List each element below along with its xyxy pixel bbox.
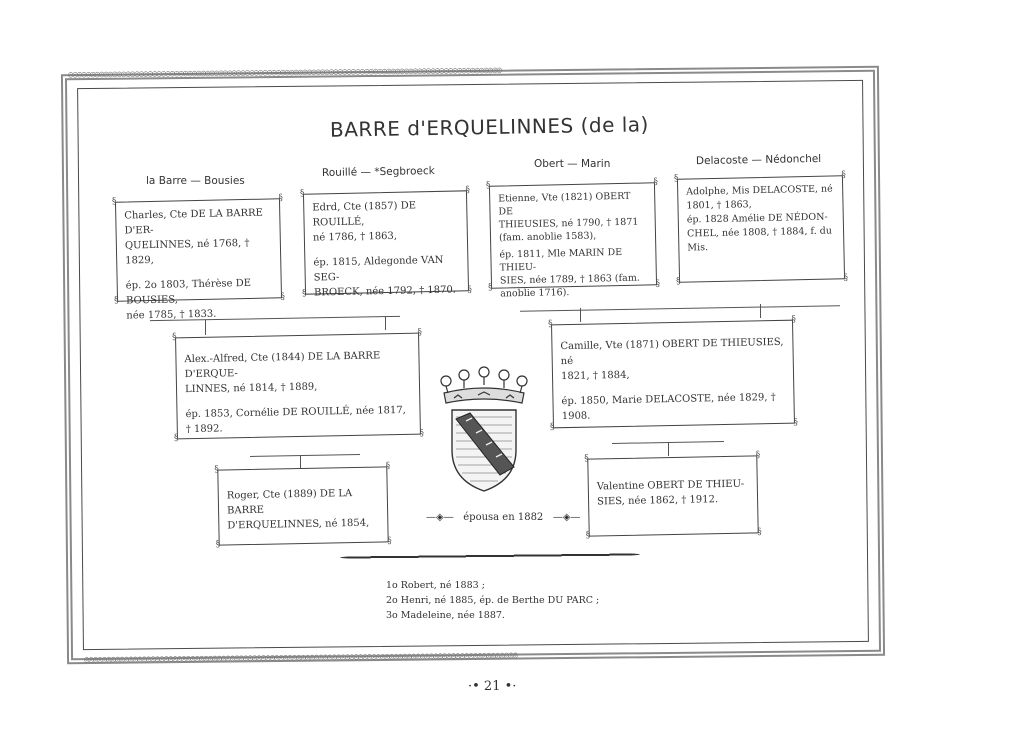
corner-ornament: § <box>385 461 391 472</box>
corner-ornament: § <box>653 177 659 188</box>
corner-ornament: § <box>173 433 179 444</box>
corner-ornament: § <box>215 539 221 550</box>
connector-left-drop <box>205 320 206 335</box>
person-box-roger <box>214 461 392 550</box>
corner-ornament: § <box>419 428 425 439</box>
text-line: (fam. anoblie 1583), <box>498 230 597 244</box>
corner-ornament: § <box>467 285 473 296</box>
corner-ornament: § <box>584 453 589 464</box>
child-item: 2o Henri, né 1885, ép. de Berthe DU PARC ; <box>386 595 600 606</box>
page-number: ·• 21 •· <box>468 679 517 694</box>
person-box-valentine <box>584 450 762 541</box>
text-line: ép. 1828 Amélie DE NÉDON- <box>686 211 828 226</box>
connector-left-drop <box>385 316 386 330</box>
text-line: ép. 1850, Marie DELACOSTE, née 1829, † 1908. <box>561 392 776 423</box>
connector-roger-drop <box>300 455 301 469</box>
text-line: Valentine OBERT DE THIEU- <box>596 478 745 493</box>
text-line: née 1785, † 1833. <box>126 308 217 322</box>
text-line: Edrd, Cte (1857) DE ROUILLÉ, <box>312 200 417 229</box>
corner-ornament: § <box>549 422 555 433</box>
person-box-charles <box>111 193 286 322</box>
text-line: ép. 1815, Aldegonde VAN SEG- <box>313 254 444 284</box>
shield-icon <box>452 410 516 491</box>
text-line: Adolphe, Mis DELACOSTE, né <box>686 183 833 198</box>
corner-ornament: § <box>465 185 471 196</box>
connector-right-drop <box>580 308 581 322</box>
text-line: né 1786, † 1863, <box>312 230 398 244</box>
text-line: ép. 1853, Cornélie DE ROUILLÉ, née 1817, † 1892. <box>185 404 407 436</box>
text-line: CHEL, née 1808, † 1884, f. du <box>686 225 833 240</box>
text-line: ép. 2o 1803, Thérèse DE BOUSIES, <box>125 277 252 307</box>
corner-ornament: § <box>487 282 493 293</box>
text-line: 1821, † 1884, <box>560 369 630 383</box>
corner-ornament: § <box>755 450 761 461</box>
corner-ornament: § <box>113 295 119 306</box>
text-line: Camille, Vte (1871) OBERT DE THIEUSIES, né <box>560 336 784 368</box>
text-line: THIEUSIES, né 1790, † 1871 <box>498 216 639 231</box>
couple-heading-4: Delacoste — Nédonchel <box>695 152 822 168</box>
border-chain-top: ◎◎◎◎◎◎◎◎◎◎◎◎◎◎◎◎◎◎◎◎◎◎◎◎◎◎◎◎◎◎◎◎◎◎◎◎◎◎◎◎◎◎◎◎◎◎◎◎◎◎◎◎◎◎◎◎◎◎◎◎◎◎◎◎◎◎◎◎◎◎◎◎◎◎◎◎◎◎◎◎◎◎◎◎◎◎◎◎◎◎◎◎◎◎◎◎◎◎ <box>67 65 502 81</box>
text-line: Charles, Cte DE LA BARRE D'ER- <box>124 207 264 237</box>
child-item: 1o Robert, né 1883 ; <box>386 580 485 591</box>
person-box-alex-alfred <box>171 327 425 444</box>
children-list <box>386 578 599 623</box>
border-chain-bottom: ◎◎◎◎◎◎◎◎◎◎◎◎◎◎◎◎◎◎◎◎◎◎◎◎◎◎◎◎◎◎◎◎◎◎◎◎◎◎◎◎◎◎◎◎◎◎◎◎◎◎◎◎◎◎◎◎◎◎◎◎◎◎◎◎◎◎◎◎◎◎◎◎◎◎◎◎◎◎◎◎◎◎◎◎◎◎◎◎◎◎◎◎◎◎◎◎◎◎ <box>83 650 518 666</box>
person-box-etienne <box>485 177 661 300</box>
corner-ornament: § <box>791 314 797 325</box>
corner-ornament: § <box>675 276 681 287</box>
corner-ornament: § <box>171 332 177 343</box>
ornament-icon: —◈— <box>552 512 581 523</box>
corner-ornament: § <box>278 193 284 204</box>
crown-icon <box>441 367 527 403</box>
corner-ornament: § <box>585 530 591 541</box>
corner-ornament: § <box>417 327 423 338</box>
corner-ornament: § <box>793 417 799 428</box>
text-line: ép. 1811, Mle MARIN DE THIEU- <box>499 246 623 274</box>
child-item: 3o Madeleine, née 1887. <box>386 610 505 621</box>
couple-heading-1: la Barre — Bousies <box>146 175 245 187</box>
corner-ornament: § <box>485 180 491 191</box>
marriage-text: épousa en 1882 <box>463 512 544 523</box>
corner-ornament: § <box>301 288 307 299</box>
person-box-adolphe <box>673 170 849 287</box>
text-line: anoblie 1716). <box>500 287 570 300</box>
text-line: LINNES, né 1814, † 1889, <box>184 381 318 396</box>
corner-ornament: § <box>547 319 553 330</box>
connector-valentine-drop <box>668 442 669 456</box>
corner-ornament: § <box>841 170 846 181</box>
corner-ornament: § <box>111 196 117 207</box>
text-line: Alex.-Alfred, Cte (1844) DE LA BARRE D'ERQUE- <box>184 350 381 381</box>
text-line: Etienne, Vte (1821) OBERT DE <box>498 190 631 218</box>
person-box-edouard <box>299 185 473 299</box>
person-box-camille <box>547 314 799 433</box>
marriage-note <box>426 512 581 523</box>
text-line: QUELINNES, né 1768, † 1829, <box>124 237 250 267</box>
text-line: Roger, Cte (1889) DE LA BARRE <box>226 488 353 517</box>
text-line: SIES, née 1789, † 1863 (fam. <box>499 272 640 287</box>
corner-ornament: § <box>673 173 679 184</box>
ornament-icon: —◈— <box>426 512 454 523</box>
text-line: Mis. <box>687 242 709 254</box>
page-title: BARRE d'ERQUELINNES (de la) <box>329 112 650 142</box>
corner-ornament: § <box>280 292 286 303</box>
text-line: 1801, † 1863, <box>686 199 752 212</box>
coat-of-arms <box>434 355 534 495</box>
couple-heading-3: Obert — Marin <box>534 158 611 170</box>
corner-ornament: § <box>655 279 661 290</box>
couple-heading-2: Rouillé — *Segbroeck <box>321 165 435 179</box>
text-line: BROECK, née 1792, † 1870. <box>313 284 457 299</box>
corner-ornament: § <box>387 536 392 547</box>
corner-ornament: § <box>214 464 219 475</box>
corner-ornament: § <box>757 527 762 538</box>
text-line: D'ERQUELINNES, né 1854, <box>227 517 370 532</box>
text-line: SIES, née 1862, † 1912. <box>596 494 719 508</box>
corner-ornament: § <box>843 273 849 284</box>
corner-ornament: § <box>299 188 305 199</box>
connector-right-drop <box>760 304 761 318</box>
